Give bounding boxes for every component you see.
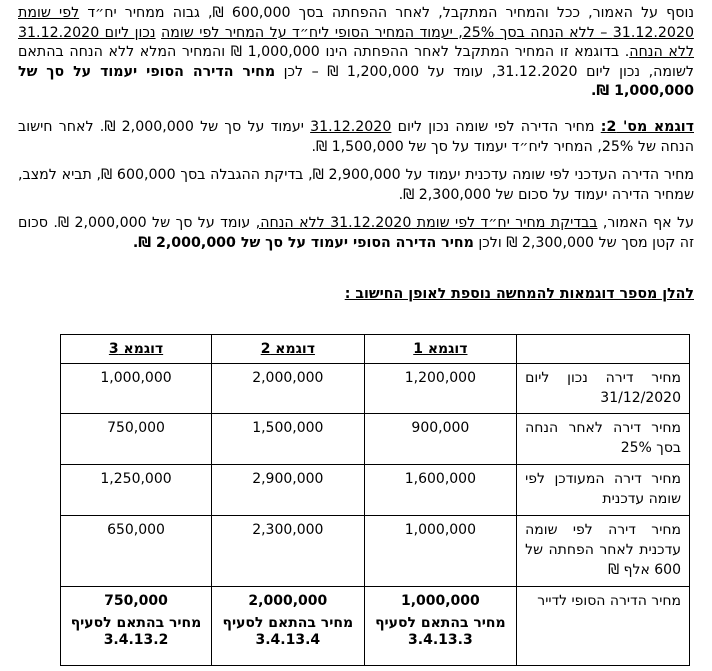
para1-line2-underlined: לפי שומת 31.12.2020 – ללא הנחה בסך 25%, יעמוד המחיר הסופי ליח״ד על המחיר לפי שומה [18, 5, 694, 41]
paragraph-example-1-conclusion [18, 4, 694, 102]
para1-line3-rest: . בדוגמא זו המחיר המתקבל לאחר ההפחתה הינו 1,000,000 [247, 44, 630, 60]
table-row [61, 364, 690, 414]
header-empty-cell [517, 335, 690, 364]
table-row [61, 414, 690, 465]
table-cell: 900,000 [364, 414, 517, 465]
para2-date: 31.12.2020 [310, 119, 392, 135]
para2-text-b: יעמוד על סך של 2,000,000 ₪. לאחר חישוב הנחה של 25%, המחיר ליח״ד יעמוד על סך של 1,500,000 ₪. [18, 119, 694, 155]
header-example-2: דוגמא 2 [212, 335, 365, 364]
para4-text-a: על אף האמור, [597, 215, 694, 231]
examples-intro-heading: להלן מספר דוגמאות להמחשה נוספת לאופן החישוב : [344, 286, 694, 302]
example-2-label: דוגמא מס' 2: [600, 119, 694, 135]
table-cell: 650,000 [61, 516, 212, 587]
table-cell: 1,250,000 [61, 465, 212, 516]
row-label: מחיר דירה לאחר הנחה בסך 25% [517, 414, 690, 465]
table-cell: 1,200,000 [364, 364, 517, 414]
table-row-final-price [61, 587, 690, 666]
paragraph-notwithstanding [18, 214, 694, 253]
para4-bold: מחיר הדירה הסופי יעמוד על סך של 2,000,000 ₪. [132, 234, 474, 251]
para2-text-a: מחיר הדירה לפי שומה נכון ליום [391, 119, 601, 135]
para1-line4: ₪ והמחיר המלא ללא הנחה בהתאם לשומה, נכון ליום 31.12.2020, עומד על 1,200,000 ₪ – [18, 44, 694, 80]
final-price: 1,000,000 [400, 593, 480, 609]
final-price: 750,000 [104, 593, 168, 609]
table-header-row [61, 335, 690, 364]
header-example-1: דוגמא 1 [364, 335, 517, 364]
para1-line1: נוסף על האמור, ככל והמחיר המתקבל, לאחר ההפחתה בסך 600,000 ₪, גבוה ממחיר יח״ד [87, 5, 695, 21]
final-note: מחיר בהתאם לסעיף 3.4.13.2 [70, 615, 202, 648]
table-cell: 1,500,000 [212, 414, 365, 465]
table-row [61, 465, 690, 516]
row-label: מחיר הדירה הסופי לדייר [517, 587, 690, 666]
para1-line5-prefix: לכן [275, 63, 304, 80]
paragraph-updated-price [18, 166, 694, 205]
row-label: מחיר דירה לפי שומה עדכנית לאחר הפחתה של 600 אלף ₪ [517, 516, 690, 587]
paragraph-example-2 [18, 118, 694, 157]
final-note: מחיר בהתאם לסעיף 3.4.13.4 [222, 615, 354, 648]
table-cell: 2,000,000 [212, 364, 365, 414]
final-cell-example-3 [61, 587, 212, 666]
para4-text-b: עומד על סך של 2,000,000 ₪. סכום זה קטן מסך של 2,300,000 ₪ ולכן [18, 215, 694, 251]
table-row [61, 516, 690, 587]
table-cell: 1,600,000 [364, 465, 517, 516]
header-example-3: דוגמא 3 [61, 335, 212, 364]
para4-underlined: בבדיקת מחיר יח״ד לפי שומת 31.12.2020 ללא הנחה, [255, 215, 598, 231]
para3-text: מחיר הדירה העדכני לפי שומה עדכנית יעמוד על 2,900,000 ₪, בדיקת ההגבלה בסך 600,000 ₪, תביא למצב, שמחיר הדירה יעמוד על סכום של 2,300,000 ₪. [18, 167, 694, 203]
examples-table [60, 334, 690, 666]
table-cell: 2,300,000 [212, 516, 365, 587]
final-cell-example-2 [212, 587, 365, 666]
table-cell: 1,000,000 [364, 516, 517, 587]
final-note: מחיר בהתאם לסעיף 3.4.13.3 [375, 615, 506, 648]
final-cell-example-1 [364, 587, 517, 666]
row-label: מחיר דירה המעודכן לפי שומה עדכנית [517, 465, 690, 516]
table-cell: 1,000,000 [61, 364, 212, 414]
table-cell: 2,900,000 [212, 465, 365, 516]
para1-line3-underlined: נכון ליום 31.12.2020 ללא הנחה [18, 24, 695, 60]
final-price: 2,000,000 [248, 593, 328, 609]
row-label: מחיר דירה נכון ליום 31/12/2020 [517, 364, 690, 414]
table-cell: 750,000 [61, 414, 212, 465]
para1-line5-bold: מחיר הדירה הסופי יעמוד על סך של 1,000,000 ₪. [18, 63, 694, 99]
